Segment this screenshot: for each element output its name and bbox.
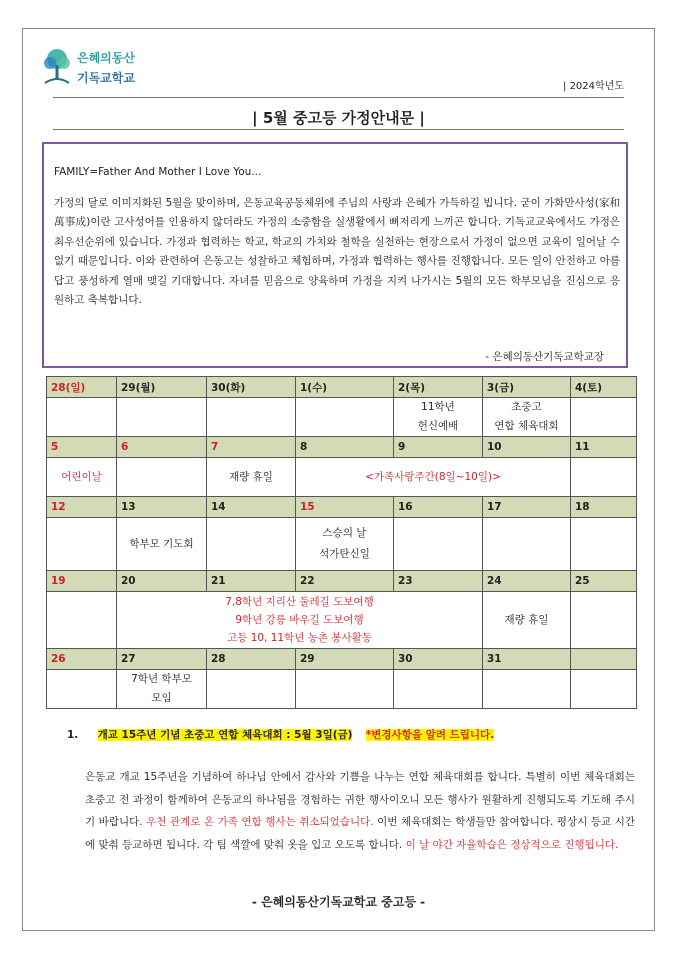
calendar-date: 13 [117,497,207,518]
calendar-week-1-dates [47,377,637,398]
calendar-date: 2(목) [394,377,483,398]
calendar-date: 30 [394,649,483,670]
calendar-date: 16 [394,497,483,518]
calendar-date: 18 [571,497,637,518]
calendar-date: 5 [47,437,117,458]
calendar-event [47,518,117,571]
footer-school-name: - 은혜의동산기독교학교 중고등 - [251,895,426,909]
section-paragraph: 은동교 개교 15주년을 기념하여 하나님 안에서 감사와 기쁨을 나누는 연합 체육대회를 합니다. 특별히 이번 체육대회는 초중고 전 과정이 함께하여 은동교의 하나됨을 경험하는 귀한 행사이오니 모든 행사가 원활하게 진행되도록 기도해 주시기 바랍니다. [85,771,635,828]
section-heading [67,727,494,742]
school-year: | 2024학년도 [563,81,624,92]
calendar-event: 어린이날 [47,458,117,497]
calendar-date: 29(월) [117,377,207,398]
calendar-date: 15 [296,497,394,518]
calendar-event [394,518,483,571]
calendar-event: 11학년 헌신예배 [394,398,483,437]
calendar-date: 14 [207,497,296,518]
calendar-event: 스승의 날 석가탄신일 [296,518,394,571]
document-page [22,28,655,931]
may-calendar [46,376,637,709]
section-body [85,766,635,856]
calendar-event: 초중고 연합 체육대회 [483,398,571,437]
cancellation-notice: 우천 관계로 온 가족 연합 행사는 취소되었습니다. [146,816,374,828]
calendar-date: 25 [571,571,637,592]
section-title: 개교 15주년 기념 초중고 연합 체육대회 : 5월 3일(금) [97,729,353,741]
calendar-event [207,670,296,709]
section-paragraph: 이번 체육대회는 학생들만 참여합니다. 평상시 등교 시간에 맞춰 등교하면 됩니다. 각 팀 색깔에 맞춰 옷을 입고 오도록 합니다. [85,816,635,851]
calendar-date: 20 [117,571,207,592]
calendar-date: 4(토) [571,377,637,398]
calendar-event [483,518,571,571]
study-hall-notice: 이 날 야간 자율학습은 정상적으로 진행됩니다. [405,838,619,851]
calendar-date: 7 [207,437,296,458]
calendar-date: 19 [47,571,117,592]
calendar-event [571,592,637,649]
calendar-event [207,518,296,571]
calendar-date: 24 [483,571,571,592]
calendar-event: 7학년 학부모 모임 [117,670,207,709]
calendar-event [117,398,207,437]
calendar-date: 29 [296,649,394,670]
calendar-date: 31 [483,649,571,670]
calendar-week-2-dates [47,437,637,458]
calendar-event [571,458,637,497]
calendar-event [571,398,637,437]
calendar-date: 28(일) [47,377,117,398]
divider [53,97,624,98]
calendar-date: 17 [483,497,571,518]
calendar-date: 22 [296,571,394,592]
calendar-date: 3(금) [483,377,571,398]
letter-greeting: FAMILY=Father And Mother I Love You... [54,166,262,178]
calendar-date: 1(수) [296,377,394,398]
section-number: 1. [67,729,79,741]
calendar-event [571,670,637,709]
calendar-week-5-dates [47,649,637,670]
calendar-event [571,518,637,571]
calendar-event: 재량 휴일 [483,592,571,649]
calendar-event: 재량 휴일 [207,458,296,497]
logo-text-top: 은혜의동산 [77,51,135,65]
calendar-date: 6 [117,437,207,458]
letter-signature: - 은혜의동산기독교학교장 [485,351,604,363]
calendar-week-4-events [47,592,637,649]
logo-text-bottom: 기독교학교 [77,71,135,85]
calendar-date: 27 [117,649,207,670]
divider [53,129,624,130]
calendar-week-3-events [47,518,637,571]
calendar-date: 26 [47,649,117,670]
calendar-event-span: 7,8학년 지리산 둘레길 도보여행 9학년 강릉 바우길 도보여행 고등 10, 11학년 농촌 봉사활동 [117,592,483,649]
calendar-date: 30(화) [207,377,296,398]
calendar-date: 12 [47,497,117,518]
page-title: | 5월 중고등 가정안내문 | [252,109,425,127]
calendar-event [483,670,571,709]
calendar-date: 23 [394,571,483,592]
calendar-date: 28 [207,649,296,670]
calendar-event [296,670,394,709]
change-notice: *변경사항을 알려 드립니다. [365,729,495,741]
calendar-event-span: <가족사랑주간(8일~10일)> [296,458,571,497]
calendar-event [207,398,296,437]
calendar-event [47,398,117,437]
calendar-date [571,649,637,670]
calendar-date: 21 [207,571,296,592]
calendar-event [394,670,483,709]
tree-logo-icon [41,47,73,89]
calendar-week-2-events [47,458,637,497]
principal-letter-box [42,142,628,368]
calendar-event [296,398,394,437]
school-logo [41,45,161,95]
calendar-week-5-events [47,670,637,709]
calendar-event [47,670,117,709]
calendar-week-3-dates [47,497,637,518]
calendar-week-1-events [47,398,637,437]
calendar-event [117,458,207,497]
letter-body: 가정의 달로 이미지화된 5월을 맞이하며, 은동교육공동체위에 주님의 사랑과 은혜가 가득하길 빕니다. 굳이 가화만사성(家和萬事成)이란 고사성어를 인용하지 않더라도 가정의 소중함을 실생활에서 뼈저리게 느끼곤 합니다. 기독교교육에서도 가정은 최우선순위에 있습니다. 가정과 협력하는 학교, 학교의 가치와 철학을 실천하는 현장으로서 가정이 없으면 교육이 일어날 수 없기 때문입니다. 이와 관련하여 은동고는 성찰하고 체험하며, 가정과 협력하는 행사를 진행합니다. 모든 일이 안전하고 아름답고 풍성하게 열매 맺길 기대합니다. 자녀를 믿음으로 양육하며 가정을 지켜 나가시는 5월의 모든 학부모님을 진심으로 응원하고 축복합니다. [54,197,620,307]
calendar-date: 10 [483,437,571,458]
calendar-event: 학부모 기도회 [117,518,207,571]
calendar-date: 8 [296,437,394,458]
calendar-week-4-dates [47,571,637,592]
calendar-date: 9 [394,437,483,458]
calendar-date: 11 [571,437,637,458]
calendar-event [47,592,117,649]
